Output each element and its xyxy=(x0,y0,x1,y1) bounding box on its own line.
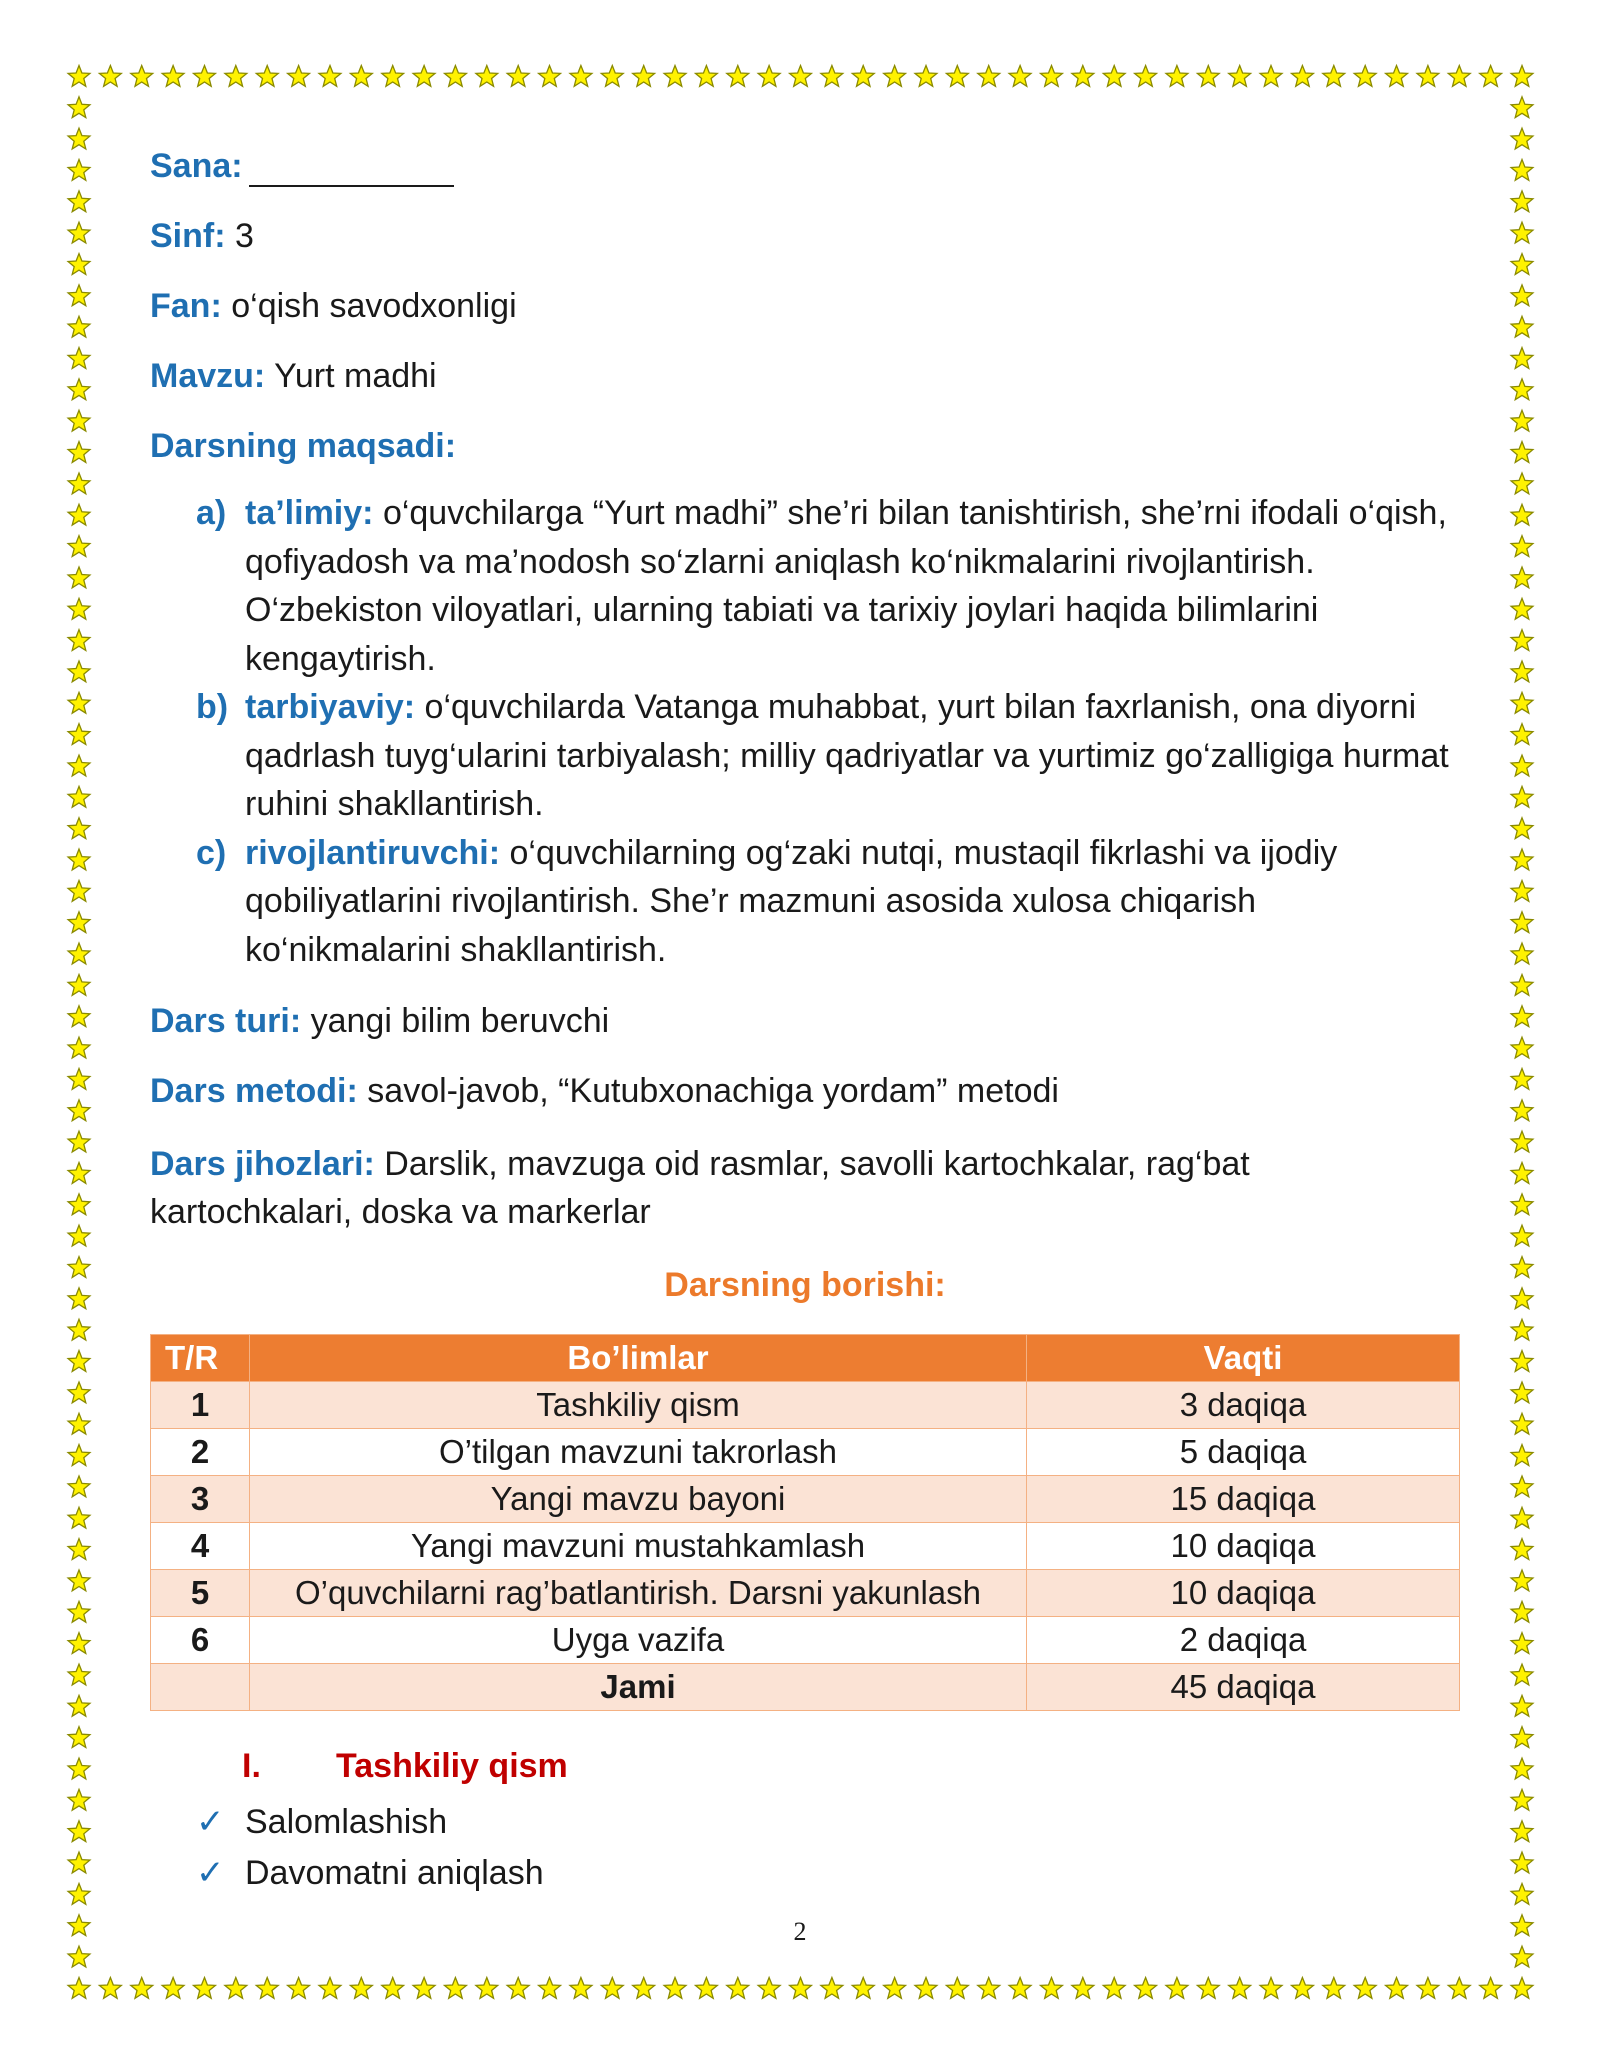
border-star-icon xyxy=(1417,1978,1439,1999)
border-star-icon xyxy=(131,66,153,87)
border-star-icon xyxy=(1229,1978,1251,1999)
border-star-icon xyxy=(978,66,1000,87)
border-star-icon xyxy=(1511,1758,1533,1779)
border-star-icon xyxy=(68,1351,90,1372)
border-star-icon xyxy=(68,975,90,996)
lesson-equipment-field xyxy=(150,1140,1460,1236)
border-star-icon xyxy=(68,442,90,463)
border-star-icon xyxy=(68,1539,90,1560)
border-star-icon xyxy=(1511,630,1533,651)
border-star-icon xyxy=(68,1601,90,1622)
border-star-icon xyxy=(68,1382,90,1403)
border-star-icon xyxy=(727,66,749,87)
border-star-icon xyxy=(664,66,686,87)
checklist-item-text: Salomlashish xyxy=(245,1803,448,1841)
class-field xyxy=(150,215,1460,257)
border-star-icon xyxy=(696,66,718,87)
border-star-icon xyxy=(319,66,341,87)
border-star-icon xyxy=(1511,1946,1533,1967)
border-star-icon xyxy=(1511,536,1533,557)
checklist-item xyxy=(150,1848,1460,1899)
lesson-flow-title: Darsning borishi: xyxy=(664,1266,946,1304)
border-star-icon xyxy=(68,473,90,494)
border-star-icon xyxy=(1511,881,1533,902)
goal-text: o‘quvchilarning og‘zaki nutqi, mustaqil fikrlashi va ijodiy qobiliyatlarini rivojlantirish. She’r mazmuni asosida xulosa chiqarish ko‘nikmalarini shakllantirish. xyxy=(245,833,1338,969)
border-star-icon xyxy=(68,1163,90,1184)
column-header-time: Vaqti xyxy=(1027,1335,1460,1382)
border-star-icon xyxy=(1511,912,1533,933)
border-star-icon xyxy=(1511,1100,1533,1121)
goal-letter: b) xyxy=(196,688,229,726)
border-star-icon xyxy=(852,66,874,87)
border-star-icon xyxy=(727,1978,749,1999)
border-star-icon xyxy=(162,1978,184,1999)
border-star-icon xyxy=(1197,66,1219,87)
border-star-icon xyxy=(68,66,90,87)
border-star-icon xyxy=(68,1413,90,1434)
class-label: Sinf: xyxy=(150,217,226,255)
border-star-icon xyxy=(68,1821,90,1842)
border-star-icon xyxy=(1511,567,1533,588)
border-star-icon xyxy=(1323,66,1345,87)
border-star-icon xyxy=(1511,285,1533,306)
border-star-icon xyxy=(790,1978,812,1999)
border-star-icon xyxy=(664,1978,686,1999)
goals-list xyxy=(150,489,1460,974)
border-star-icon xyxy=(68,1852,90,1873)
border-star-icon xyxy=(1448,66,1470,87)
border-star-icon xyxy=(68,692,90,713)
border-star-icon xyxy=(68,1884,90,1905)
border-star-icon xyxy=(382,1978,404,1999)
border-star-icon xyxy=(1511,786,1533,807)
table-row xyxy=(151,1617,1460,1664)
stage-heading xyxy=(150,1745,1460,1787)
row-section: Yangi mavzuni mustahkamlash xyxy=(250,1523,1027,1570)
border-star-icon xyxy=(68,1789,90,1810)
goal-title: rivojlantiruvchi: xyxy=(245,833,501,872)
border-star-icon xyxy=(68,1288,90,1309)
border-star-icon xyxy=(1511,661,1533,682)
table-header-row xyxy=(151,1335,1460,1382)
border-star-icon xyxy=(68,1006,90,1027)
border-star-icon xyxy=(68,285,90,306)
border-star-icon xyxy=(1511,1194,1533,1215)
border-star-icon xyxy=(68,598,90,619)
row-time: 10 daqiqa xyxy=(1027,1570,1460,1617)
border-star-icon xyxy=(1511,692,1533,713)
border-star-icon xyxy=(68,755,90,776)
total-empty-cell xyxy=(151,1664,250,1711)
border-star-icon xyxy=(601,1978,623,1999)
border-star-icon xyxy=(288,1978,310,1999)
border-star-icon xyxy=(1511,724,1533,745)
border-star-icon xyxy=(68,160,90,181)
border-star-icon xyxy=(1009,1978,1031,1999)
class-value: 3 xyxy=(235,217,254,255)
row-number: 4 xyxy=(151,1523,250,1570)
goals-label: Darsning maqsadi: xyxy=(150,427,457,465)
border-star-icon xyxy=(1480,1978,1502,1999)
border-star-icon xyxy=(1511,818,1533,839)
goal-title: ta’limiy: xyxy=(245,494,374,532)
border-star-icon xyxy=(1511,1413,1533,1434)
goal-text: o‘quvchilarda Vatanga muhabbat, yurt bilan faxrlanish, ona diyorni qadrlash tuyg‘ularini tarbiyalash; milliy qadriyatlar va yurtimiz go‘zalligiga hurmat ruhini shakllantirish. xyxy=(245,688,1449,823)
lesson-method-field xyxy=(150,1070,1460,1112)
border-star-icon xyxy=(946,1978,968,1999)
border-star-icon xyxy=(915,1978,937,1999)
border-star-icon xyxy=(1041,1978,1063,1999)
border-star-icon xyxy=(978,1978,1000,1999)
border-star-icon xyxy=(1292,66,1314,87)
border-star-icon xyxy=(68,536,90,557)
border-star-icon xyxy=(68,1194,90,1215)
lesson-plan-page xyxy=(150,145,1460,1899)
border-star-icon xyxy=(68,1570,90,1591)
border-star-icon xyxy=(1354,66,1376,87)
border-star-icon xyxy=(1511,316,1533,337)
border-star-icon xyxy=(1511,1163,1533,1184)
lesson-method-value: savol-javob, “Kutubxonachiga yordam” metodi xyxy=(367,1072,1059,1110)
table-row xyxy=(151,1382,1460,1429)
border-star-icon xyxy=(1511,1601,1533,1622)
border-star-icon xyxy=(68,786,90,807)
border-star-icon xyxy=(1511,1852,1533,1873)
row-number: 6 xyxy=(151,1617,250,1664)
topic-label: Mavzu: xyxy=(150,357,266,395)
border-star-icon xyxy=(68,410,90,431)
border-star-icon xyxy=(1511,254,1533,275)
border-star-icon xyxy=(99,1978,121,1999)
border-star-icon xyxy=(256,66,278,87)
goal-text: o‘quvchilarga “Yurt madhi” she’ri bilan tanishtirish, she’rni ifodali o‘qish, qofiyadosh va ma’nodosh so‘zlarni aniqlash ko‘nikmalarini rivojlantirish. O‘zbekiston viloyatlari, ularning tabiati va tarixiy joylari haqida bilimlarini kengaytirish. xyxy=(245,494,1447,678)
date-blank-line xyxy=(249,155,454,187)
border-star-icon xyxy=(633,1978,655,1999)
table-row xyxy=(151,1476,1460,1523)
border-star-icon xyxy=(1511,410,1533,431)
border-star-icon xyxy=(1260,1978,1282,1999)
subject-label: Fan: xyxy=(150,287,222,325)
border-star-icon xyxy=(445,1978,467,1999)
border-star-icon xyxy=(68,1225,90,1246)
border-star-icon xyxy=(68,1069,90,1090)
goal-letter: a) xyxy=(196,494,227,532)
border-star-icon xyxy=(68,912,90,933)
checklist-item xyxy=(150,1797,1460,1848)
border-star-icon xyxy=(68,316,90,337)
total-label: Jami xyxy=(250,1664,1027,1711)
border-star-icon xyxy=(68,222,90,243)
border-star-icon xyxy=(758,66,780,87)
table-row xyxy=(151,1570,1460,1617)
stage-title: Tashkiliy qism xyxy=(336,1747,568,1785)
border-star-icon xyxy=(1135,1978,1157,1999)
border-star-icon xyxy=(1511,1257,1533,1278)
border-star-icon xyxy=(1511,379,1533,400)
border-star-icon xyxy=(68,1257,90,1278)
border-star-icon xyxy=(68,1100,90,1121)
row-section: O’tilgan mavzuni takrorlash xyxy=(250,1429,1027,1476)
border-star-icon xyxy=(476,1978,498,1999)
row-number: 3 xyxy=(151,1476,250,1523)
border-star-icon xyxy=(633,66,655,87)
lesson-equipment-value: Darslik, mavzuga oid rasmlar, savolli kartochkalar, rag‘bat kartochkalari, doska va markerlar xyxy=(150,1145,1250,1231)
checklist-item-text: Davomatni aniqlash xyxy=(245,1854,544,1892)
border-star-icon xyxy=(852,1978,874,1999)
border-star-icon xyxy=(68,1758,90,1779)
border-star-icon xyxy=(539,66,561,87)
date-field xyxy=(150,145,1460,187)
border-star-icon xyxy=(1166,66,1188,87)
border-star-icon xyxy=(1511,1727,1533,1748)
border-star-icon xyxy=(1511,943,1533,964)
border-star-icon xyxy=(445,66,467,87)
lesson-flow-table xyxy=(150,1334,1460,1711)
border-star-icon xyxy=(1229,66,1251,87)
border-star-icon xyxy=(1103,66,1125,87)
border-star-icon xyxy=(1511,1884,1533,1905)
border-star-icon xyxy=(1511,473,1533,494)
stage-checklist xyxy=(150,1797,1460,1899)
border-star-icon xyxy=(68,348,90,369)
border-star-icon xyxy=(884,1978,906,1999)
border-star-icon xyxy=(1511,1319,1533,1340)
border-star-icon xyxy=(68,1946,90,1967)
border-star-icon xyxy=(1511,755,1533,776)
border-star-icon xyxy=(68,567,90,588)
border-star-icon xyxy=(68,1695,90,1716)
goal-item-upbringing xyxy=(150,683,1460,829)
border-star-icon xyxy=(1386,1978,1408,1999)
border-star-icon xyxy=(915,66,937,87)
border-star-icon xyxy=(1041,66,1063,87)
page-number: 2 xyxy=(793,1917,807,1946)
border-star-icon xyxy=(1511,1382,1533,1403)
goal-item-educational xyxy=(150,489,1460,683)
border-star-icon xyxy=(1417,66,1439,87)
border-star-icon xyxy=(68,1664,90,1685)
border-star-icon xyxy=(1260,66,1282,87)
border-star-icon xyxy=(1511,1006,1533,1027)
goals-heading xyxy=(150,425,1460,467)
border-star-icon xyxy=(68,630,90,651)
border-star-icon xyxy=(1511,1507,1533,1528)
border-star-icon xyxy=(99,66,121,87)
border-star-icon xyxy=(1511,849,1533,870)
border-star-icon xyxy=(68,849,90,870)
border-star-icon xyxy=(68,128,90,149)
border-star-icon xyxy=(821,66,843,87)
border-star-icon xyxy=(1480,66,1502,87)
border-star-icon xyxy=(68,504,90,525)
border-star-icon xyxy=(1511,1351,1533,1372)
border-star-icon xyxy=(1009,66,1031,87)
lesson-type-field xyxy=(150,1000,1460,1042)
border-star-icon xyxy=(1511,1288,1533,1309)
row-section: Yangi mavzu bayoni xyxy=(250,1476,1027,1523)
row-number: 5 xyxy=(151,1570,250,1617)
goal-letter: c) xyxy=(196,833,227,872)
border-star-icon xyxy=(413,1978,435,1999)
border-star-icon xyxy=(758,1978,780,1999)
checkmark-icon: ✓ xyxy=(196,1854,225,1892)
border-star-icon xyxy=(1511,1695,1533,1716)
border-star-icon xyxy=(68,881,90,902)
border-star-icon xyxy=(1072,66,1094,87)
border-star-icon xyxy=(1386,66,1408,87)
row-section: O’quvchilarni rag’batlantirish. Darsni yakunlash xyxy=(250,1570,1027,1617)
border-star-icon xyxy=(1511,97,1533,118)
border-star-icon xyxy=(68,97,90,118)
row-number: 2 xyxy=(151,1429,250,1476)
border-star-icon xyxy=(1511,598,1533,619)
border-star-icon xyxy=(68,1507,90,1528)
topic-field xyxy=(150,355,1460,397)
border-star-icon xyxy=(1511,1539,1533,1560)
border-star-icon xyxy=(382,66,404,87)
border-star-icon xyxy=(68,661,90,682)
border-star-icon xyxy=(1511,1069,1533,1090)
border-star-icon xyxy=(821,1978,843,1999)
border-star-icon xyxy=(68,191,90,212)
border-star-icon xyxy=(68,818,90,839)
border-star-icon xyxy=(68,943,90,964)
border-star-icon xyxy=(1511,348,1533,369)
border-star-icon xyxy=(1511,975,1533,996)
border-star-icon xyxy=(1511,1789,1533,1810)
border-star-icon xyxy=(696,1978,718,1999)
row-time: 3 daqiqa xyxy=(1027,1382,1460,1429)
checkmark-icon: ✓ xyxy=(196,1803,225,1841)
border-star-icon xyxy=(1511,160,1533,181)
stage-roman-numeral: I. xyxy=(242,1747,261,1785)
border-star-icon xyxy=(1511,1037,1533,1058)
date-label: Sana: xyxy=(150,147,243,185)
border-star-icon xyxy=(68,724,90,745)
border-star-icon xyxy=(68,1633,90,1654)
border-star-icon xyxy=(539,1978,561,1999)
border-star-icon xyxy=(1511,128,1533,149)
row-time: 2 daqiqa xyxy=(1027,1617,1460,1664)
table-row xyxy=(151,1429,1460,1476)
border-star-icon xyxy=(68,1727,90,1748)
border-star-icon xyxy=(68,254,90,275)
border-star-icon xyxy=(1511,1445,1533,1466)
border-star-icon xyxy=(884,66,906,87)
border-star-icon xyxy=(162,66,184,87)
border-star-icon xyxy=(413,66,435,87)
border-star-icon xyxy=(1103,1978,1125,1999)
border-star-icon xyxy=(1135,66,1157,87)
border-star-icon xyxy=(350,1978,372,1999)
row-number: 1 xyxy=(151,1382,250,1429)
border-star-icon xyxy=(1292,1978,1314,1999)
goal-item-developmental xyxy=(150,829,1460,975)
border-star-icon xyxy=(570,66,592,87)
border-star-icon xyxy=(68,1978,90,1999)
border-star-icon xyxy=(1354,1978,1376,1999)
border-star-icon xyxy=(1511,222,1533,243)
border-star-icon xyxy=(1323,1978,1345,1999)
border-star-icon xyxy=(1511,1476,1533,1497)
border-star-icon xyxy=(68,1037,90,1058)
row-time: 10 daqiqa xyxy=(1027,1523,1460,1570)
border-star-icon xyxy=(1511,1633,1533,1654)
border-star-icon xyxy=(1448,1978,1470,1999)
total-time: 45 daqiqa xyxy=(1027,1664,1460,1711)
border-star-icon xyxy=(570,1978,592,1999)
border-star-icon xyxy=(194,66,216,87)
border-star-icon xyxy=(225,66,247,87)
table-row xyxy=(151,1523,1460,1570)
lesson-method-label: Dars metodi: xyxy=(150,1072,358,1110)
border-star-icon xyxy=(68,1476,90,1497)
border-star-icon xyxy=(1511,504,1533,525)
border-star-icon xyxy=(1511,1664,1533,1685)
border-star-icon xyxy=(68,1131,90,1152)
column-header-sections: Bo’limlar xyxy=(250,1335,1027,1382)
topic-value: Yurt madhi xyxy=(274,357,437,395)
goal-title: tarbiyaviy: xyxy=(245,688,416,726)
border-star-icon xyxy=(1511,1570,1533,1591)
border-star-icon xyxy=(1511,66,1533,87)
border-star-icon xyxy=(68,1445,90,1466)
border-star-icon xyxy=(350,66,372,87)
row-time: 15 daqiqa xyxy=(1027,1476,1460,1523)
row-section: Uyga vazifa xyxy=(250,1617,1027,1664)
border-star-icon xyxy=(790,66,812,87)
border-star-icon xyxy=(1072,1978,1094,1999)
table-total-row xyxy=(151,1664,1460,1711)
border-star-icon xyxy=(68,1319,90,1340)
border-star-icon xyxy=(1511,1978,1533,1999)
border-star-icon xyxy=(1511,191,1533,212)
lesson-equipment-label: Dars jihozlari: xyxy=(150,1145,375,1183)
border-star-icon xyxy=(225,1978,247,1999)
subject-field xyxy=(150,285,1460,327)
border-star-icon xyxy=(319,1978,341,1999)
border-star-icon xyxy=(131,1978,153,1999)
border-star-icon xyxy=(194,1978,216,1999)
border-star-icon xyxy=(946,66,968,87)
lesson-type-label: Dars turi: xyxy=(150,1002,302,1040)
border-star-icon xyxy=(288,66,310,87)
border-star-icon xyxy=(1511,1131,1533,1152)
border-star-icon xyxy=(601,66,623,87)
border-star-icon xyxy=(507,66,529,87)
border-star-icon xyxy=(1511,1225,1533,1246)
border-star-icon xyxy=(507,1978,529,1999)
lesson-type-value: yangi bilim beruvchi xyxy=(310,1002,610,1040)
border-star-icon xyxy=(1197,1978,1219,1999)
column-header-number: T/R xyxy=(151,1335,250,1382)
row-time: 5 daqiqa xyxy=(1027,1429,1460,1476)
row-section: Tashkiliy qism xyxy=(250,1382,1027,1429)
border-star-icon xyxy=(1511,1821,1533,1842)
subject-value: o‘qish savodxonligi xyxy=(231,287,517,325)
border-star-icon xyxy=(1511,442,1533,463)
border-star-icon xyxy=(68,379,90,400)
border-star-icon xyxy=(476,66,498,87)
border-star-icon xyxy=(1166,1978,1188,1999)
border-star-icon xyxy=(256,1978,278,1999)
